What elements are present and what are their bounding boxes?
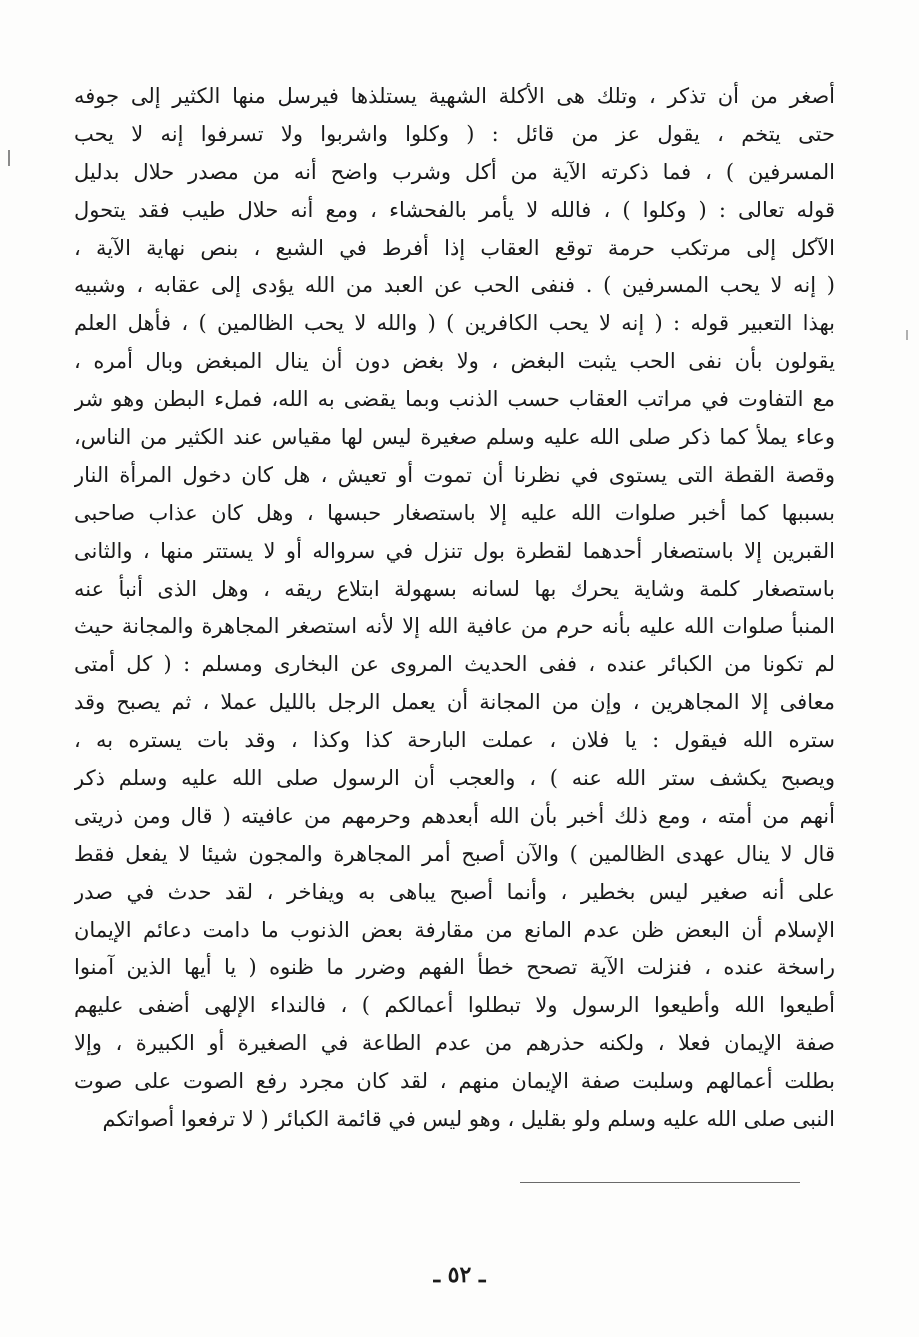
text-line: باستصغار كلمة وشاية يحرك بها لسانه بسهولة ابتلاع ريقه ، وهل الذى أنبأ عنه [74,576,835,601]
text-line: الإسلام أن البعض ظن عدم المانع من مقارفة بعض الذنوب ما دامت دعائم الإيمان [74,917,835,942]
text-line: أصغر من أن تذكر ، وتلك هى الأكلة الشهية يستلذها فيرسل منها الكثير إلى جوفه [74,84,835,108]
text-line: النبى صلى الله عليه وسلم ولو بقليل ، وهو ليس في قائمة الكبائر ( لا ترفعوا أصواتكم [102,1107,835,1132]
text-line: حتى يتخم ، يقول عز من قائل : ( وكلوا واشربوا ولا تسرفوا إنه لا يحب [74,121,835,146]
text-line: وقصة القطة التى يستوى في نظرنا أن تموت أو تعيش ، هل كان دخول المرأة النار [74,462,835,487]
text-line: قال لا ينال عهدى الظالمين ) والآن أصبح أمر المجاهرة والمجون شيئا لا يفعل فقط [74,841,835,866]
text-line: قوله تعالى : ( وكلوا ) ، فالله لا يأمر بالفحشاء ، ومع أنه حلال طيب فقد يتحول [74,197,835,222]
text-line: بهذا التعبير قوله : ( إنه لا يحب الكافرين ) ( والله لا يحب الظالمين ) ، فأهل العلم [74,311,835,336]
text-line: ستره الله فيقول : يا فلان ، عملت البارحة كذا وكذا ، وقد بات يستره به ، [74,728,835,753]
body-text [74,78,835,1139]
page-number: ـ ٥٢ ـ [433,1262,486,1288]
text-line: لم تكونا من الكبائر عنده ، ففى الحديث المروى عن البخارى ومسلم : ( كل أمتى [74,652,835,677]
text-line: معافى إلا المجاهرين ، وإن من المجانة أن يعمل الرجل بالليل عملا ، ثم يصبح وقد [74,690,835,715]
text-line: بسببها كما أخبر صلوات الله عليه إلا باستصغار حبسها ، وهل كان عذاب صاحبى [74,500,835,525]
scan-edge-mark [8,150,10,166]
text-line: المسرفين ) ، فما ذكرته الآية من أكل وشرب واضح أنه من مصدر حلال بدليل [74,159,835,184]
text-line: المنبأ صلوات الله عليه بأنه حرم من عافية الله إلا لأنه استصغر المجاهرة والمجانة حيث [74,614,835,639]
text-line: راسخة عنده ، فنزلت الآية تصحح خطأ الفهم وضرر ما ظنوه ( يا أيها الذين آمنوا [74,955,835,980]
text-line: صفة الإيمان فعلا ، ولكنه حذرهم من عدم الطاعة في الصغيرة أو الكبيرة ، وإلا [74,1031,835,1056]
text-line: مع التفاوت في مراتب العقاب حسب الذنب وبما يقضى به الله، فملء البطن وهو شر [74,387,835,412]
text-line: بطلت أعمالهم وسلبت صفة الإيمان منهم ، لقد كان مجرد رفع الصوت على صوت [74,1069,835,1094]
scan-edge-mark [906,330,908,340]
text-line: أنهم من أمته ، ومع ذلك أخبر بأن الله أبعدهم وحرمهم من عافيته ( قال ومن ذريتى [74,803,835,828]
text-line: يقولون بأن نفى الحب يثبت البغض ، ولا بغض دون أن ينال المبغض وبال أمره ، [74,349,835,374]
text-line: القبرين إلا باستصغار أحدهما لقطرة بول تنزل في سرواله أو لا يستتر منها ، والثانى [74,538,835,563]
underline-mark [520,1182,800,1183]
text-line: ويصبح يكشف ستر الله عنه ) ، والعجب أن الرسول صلى الله عليه وسلم ذكر [74,766,835,791]
text-line: أطيعوا الله وأطيعوا الرسول ولا تبطلوا أعمالكم ) ، فالنداء الإلهى أضفى عليهم [74,993,835,1018]
text-line: على أنه صغير ليس بخطير ، وأنما أصبح يباهى به ويفاخر ، لقد حدث في صدر [74,879,835,904]
text-line: وعاء يملأ كما ذكر صلى الله عليه وسلم صغيرة ليس لها مقياس عند الكثير من الناس، [74,425,835,450]
text-line: ( إنه لا يحب المسرفين ) . فنفى الحب عن العبد من الله يؤدى إلى عقابه ، وشبيه [74,273,835,298]
text-line: الآكل إلى مرتكب حرمة توقع العقاب إذا أفرط في الشبع ، بنص نهاية الآية ، [74,235,835,260]
